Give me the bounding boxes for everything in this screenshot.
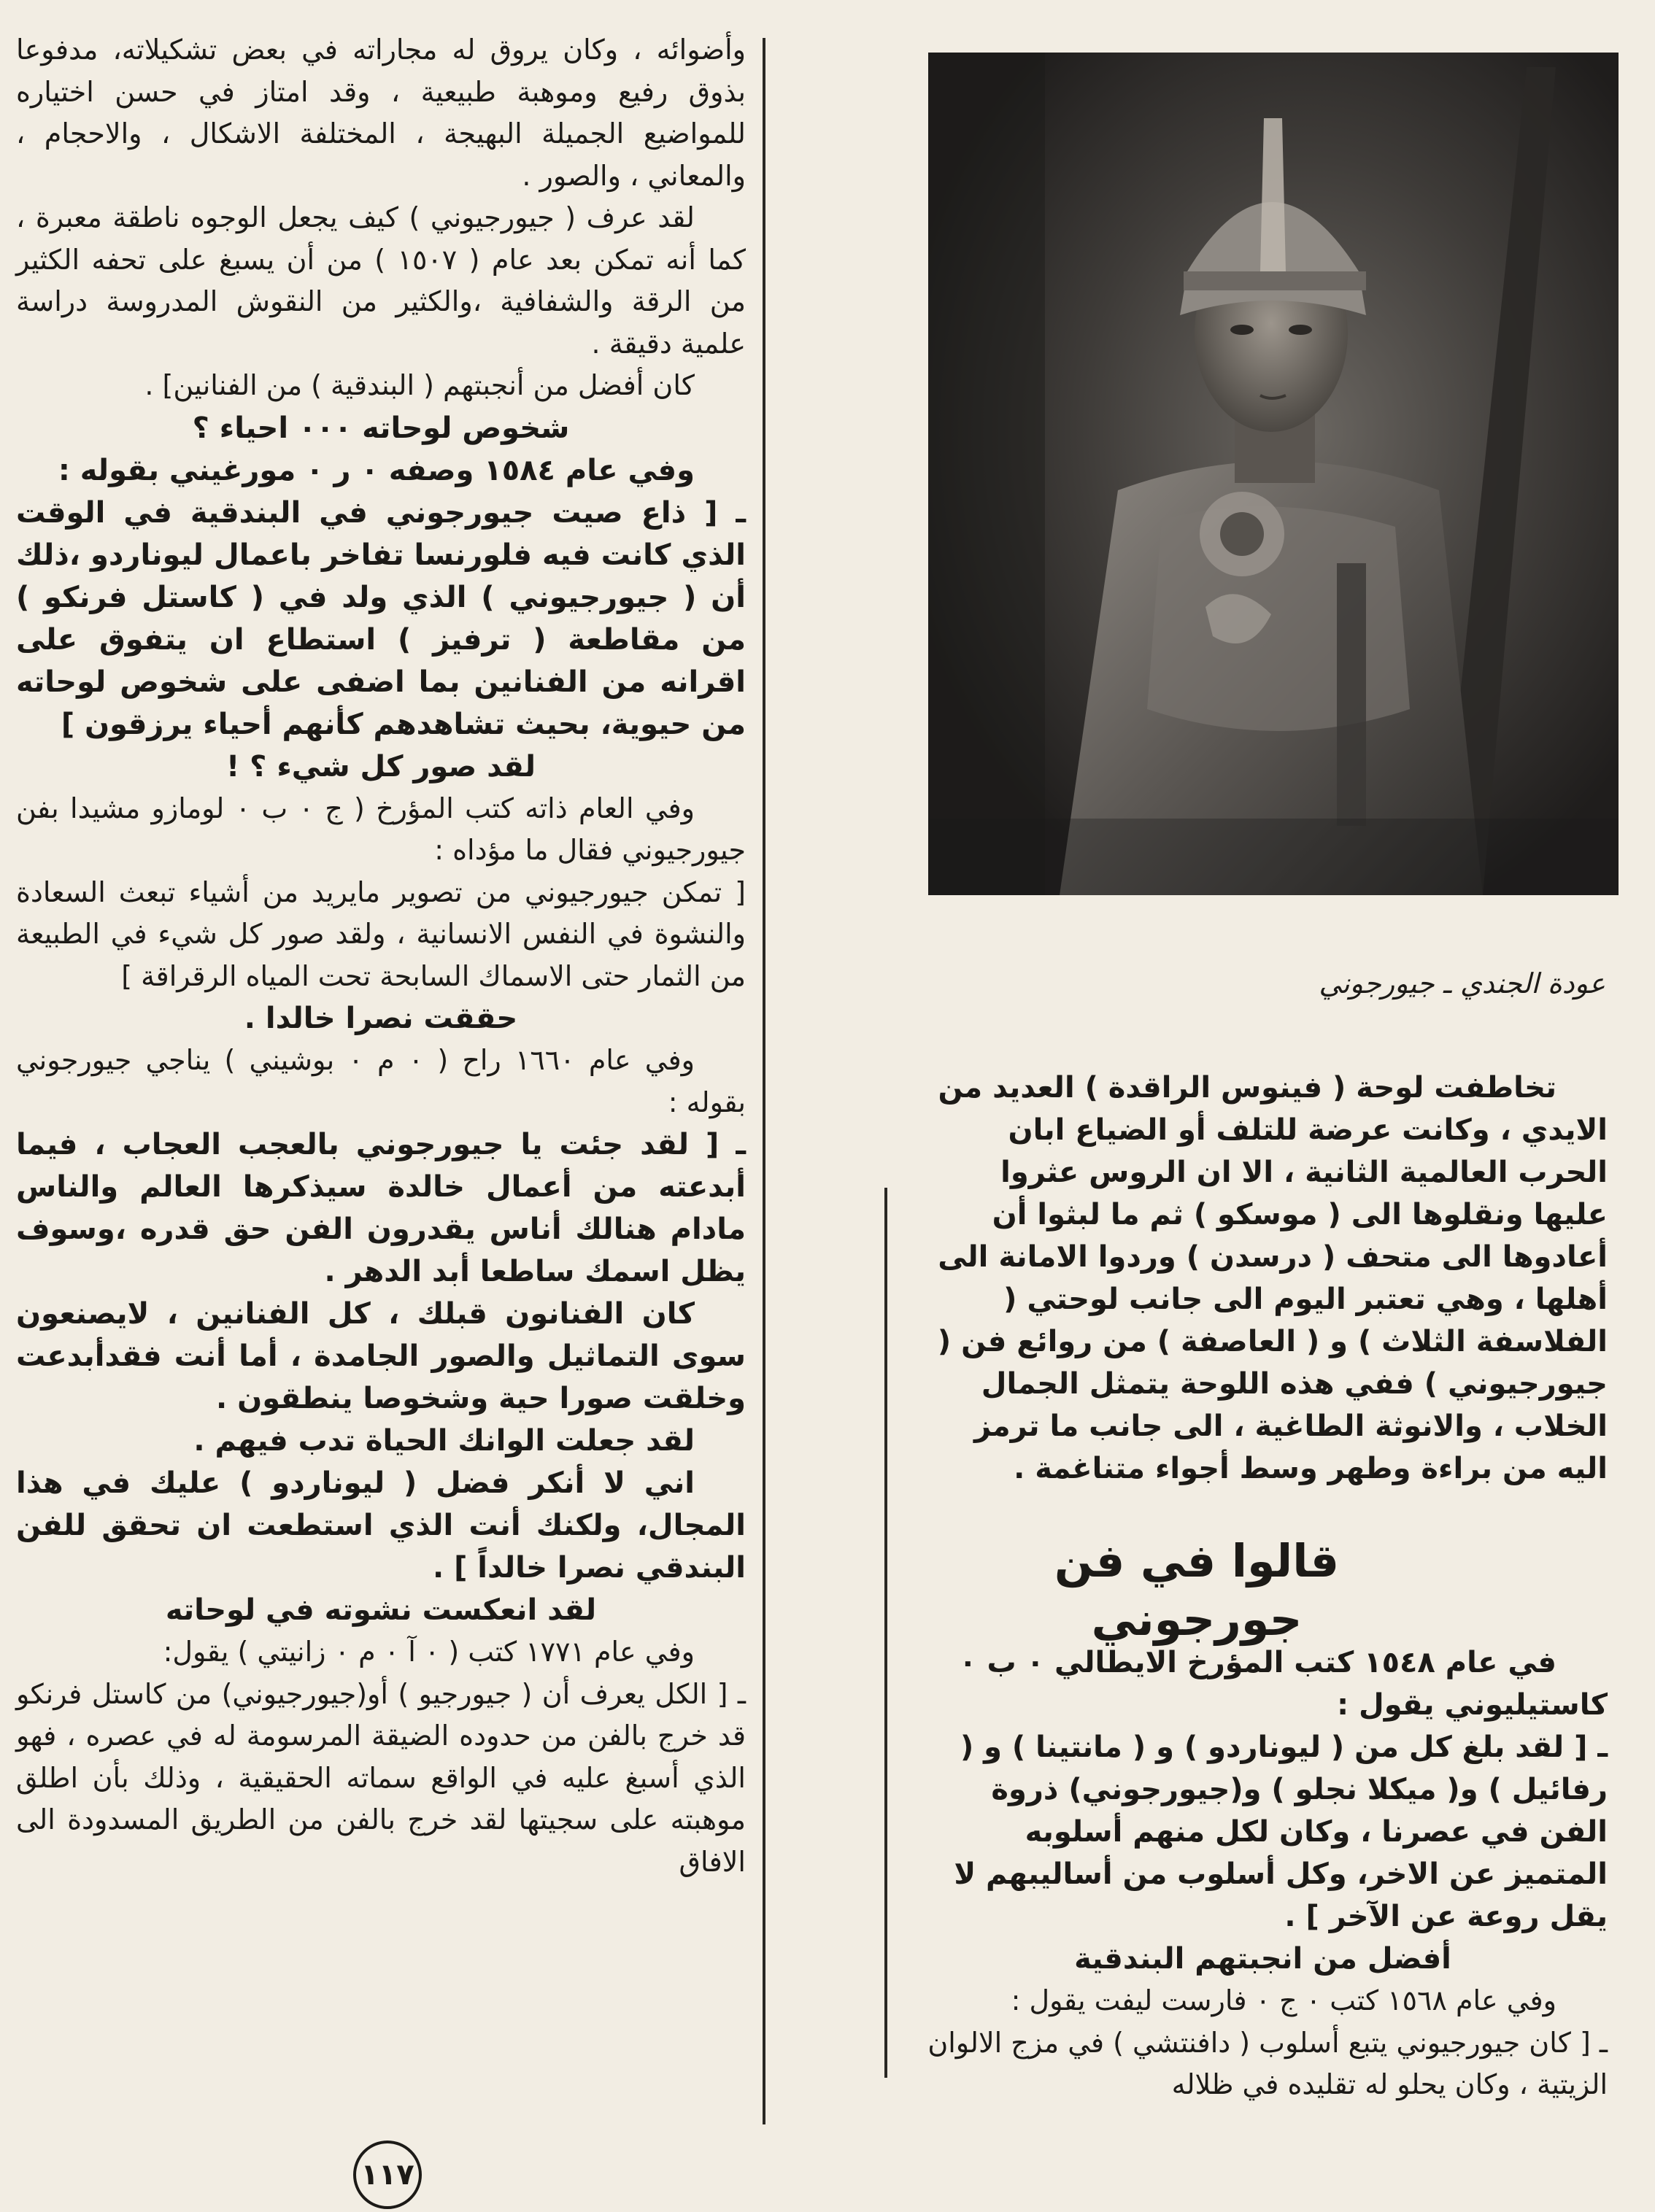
paragraph: في عام ١٥٤٨ كتب المؤرخ الايطالي ٠ ب ٠ كاستيليوني يقول : [959,1646,1608,1722]
paragraph: وفي عام ١٧٧١ كتب ( ٠ آ ٠ م ٠ زانيتي ) يقول: [163,1636,695,1668]
subheading: لقد انعكست نشوته في لوحاته [165,1593,597,1627]
column-divider [763,38,765,2124]
armored-soldier-portrait-icon [928,53,1619,895]
paragraph: وفي العام ذاته كتب المؤرخ ( ج ٠ ب ٠ لومازو مشيدا بفن جيورجيوني فقال ما مؤداه : [16,792,746,866]
subheading: أفضل من انجبتهم البندقية [1074,1942,1451,1976]
intro-paragraph [918,1067,1608,1490]
quote-paragraph: ـ [ ذاع صيت جيورجوني في البندقية في الوقت الذي كانت فيه فلورنسا تفاخر باعمال ليوناردو ،ذلك أن ( جيورجيوني ) الذي ولد في ( كاستل فرنكو ) من مقاطعة ( ترفيز ) استطاع ان يتفوق على اقرانه من الفنانين بما اضفى على شخوص لوحاته من حيوية، بحيث تشاهدهم كأنهم أحياء يرزقون ] [16,495,746,741]
quote-paragraph: ـ [ كان جيورجيوني يتبع أسلوب ( دافنتشي ) في مزج الالوان الزيتية ، وكان يحلو له تقليده في ظلاله [927,2026,1608,2100]
paragraph: كان أفضل من أنجبتهم ( البندقية ) من الفنانين] . [144,369,695,401]
paragraph: تخاطفت لوحة ( فينوس الراقدة ) العديد من الايدي ، وكانت عرضة للتلف أو الضياع ابان الحرب العالمية الثانية ، الا ان الروس عثروا عليها ونقلوها الى ( موسكو ) ثم ما لبثوا أن أعادوها الى متحف ( درسدن ) وردوا الامانة الى أهلها ، وهي تعتبر اليوم الى جانب لوحتي ( الفلاسفة الثلاث ) و ( العاصفة ) من روائع فن ( جيورجيوني ) ففي هذه اللوحة يتمثل الجمال الخلاب ، والانوثة الطاغية ، الى جانب ما ترمز اليه من براءة وطهر وسط أجواء متناغمة . [937,1071,1608,1485]
paragraph: لقد عرف ( جيورجيوني ) كيف يجعل الوجوه ناطقة معبرة ، كما أنه تمكن بعد عام ( ١٥٠٧ ) من أن يسبغ على تحفه الكثير من الرقة والشفافية ،والكثير من النقوش المدروسة دراسة علمية دقيقة . [16,201,746,360]
quote-paragraph: كان الفنانون قبلك ، كل الفنانين ، لايصنعون سوى التماثيل والصور الجامدة ، أما أنت فقدأبدعت وخلقت صورا حية وشخوصا ينطقون . [16,1297,746,1415]
text-column-right [918,1641,1608,2106]
image-caption: عودة الجندي ـ جيورجوني [1319,967,1605,999]
subheading: شخوص لوحاته ٠٠٠ احياء ؟ [192,411,570,445]
painting-image [928,53,1619,895]
subheading: لقد صور كل شيء ؟ ! [226,749,536,784]
paragraph: وفي عام ١٦٦٠ راح ( ٠ م ٠ بوشيني ) يناجي جيورجوني بقوله : [16,1044,746,1118]
quote-paragraph: ـ [ لقد جئت يا جيورجوني بالعجب العجاب ، فيما أبدعته من أعمال خالدة سيذكرها العالم والناس مادام هنالك أناس يقدرون الفن حق قدره ،وسوف يظل اسمك ساطعا أبد الدهر . [16,1128,746,1288]
section-heading: قالوا في فن جورجوني [1054,1534,1340,1646]
paragraph: وفي عام ١٥٨٤ وصفه ٠ ر ٠ مورغيني بقوله : [58,453,695,487]
subheading: حققت نصرا خالدا . [244,1002,518,1035]
text-column-left [16,29,746,2159]
column-divider-short [884,1188,887,2078]
quote-paragraph: اني لا أنكر فضل ( ليوناردو ) عليك في هذا المجال، ولكنك أنت الذي استطعت ان تحقق للفن البندقي نصرا خالداً ] . [16,1466,746,1585]
quote-paragraph: ـ [ لقد بلغ كل من ( ليوناردو ) و ( مانتينا ) و ( رفائيل ) و( ميكلا نجلو ) و(جيورجوني) ذروة الفن في عصرنا ، وكان لكل منهم أسلوبه المتميز عن الاخر، وكل أسلوب من أساليبهم لا يقل روعة عن الآخر ] . [954,1730,1608,1933]
quote-paragraph: [ تمكن جيورجيوني من تصوير مايريد من أشياء تبعث السعادة والنشوة في النفس الانسانية ، ولقد صور كل شيء في الطبيعة من الثمار حتى الاسماك السابحة تحت المياه الرقراقة ] [16,875,746,992]
paragraph: وفي عام ١٥٦٨ كتب ٠ ج ٠ فارست ليفت يقول : [1011,1984,1556,2016]
page-number: ١١٧ [353,2141,422,2209]
quote-paragraph: لقد جعلت الوانك الحياة تدب فيهم . [193,1424,695,1458]
paragraph: وأضوائه ، وكان يروق له مجاراته في بعض تشكيلاته، مدفوعا بذوق رفيع وموهبة طبيعية ، وقد امتاز في حسن اختياره للمواضيع الجميلة البهيجة ، المختلفة الاشكال ، والاحجام ، والمعاني ، والصور . [16,34,746,192]
quote-paragraph: ـ [ الكل يعرف أن ( جيورجيو ) أو(جيورجيوني) من كاستل فرنكو قد خرج بالفن من حدوده الضيقة المرسومة له في عصره ، فهو الذي أسبغ عليه في الواقع سماته الحقيقية ، وذلك بأن اطلق موهبته على سجيتها لقد خرج بالفن من الطريق المسدودة الى الافاق [16,1677,746,1878]
